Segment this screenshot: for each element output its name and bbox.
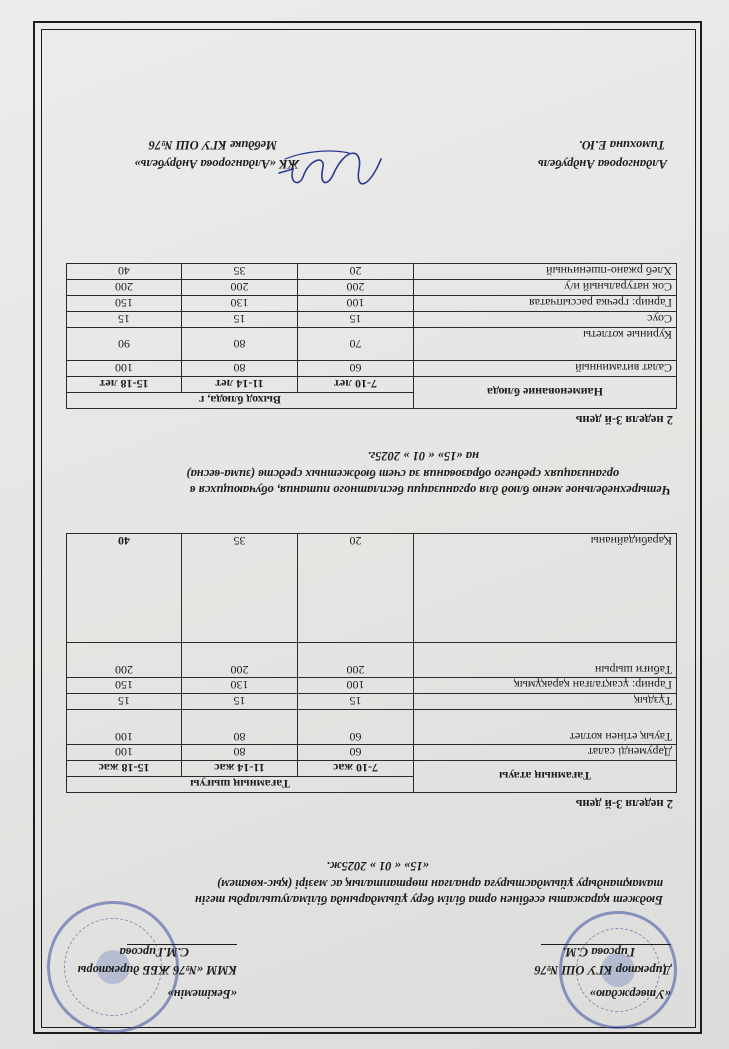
kz-age-15-18: 15-18 жас: [67, 761, 182, 777]
ru-week-day: 2 неделя 3-й день: [575, 413, 673, 427]
ru-header-row: [67, 393, 677, 409]
signature-right-line1: Алдангорова Андрубель: [537, 157, 667, 171]
dish-name: Табиғи шырын: [414, 643, 677, 678]
table-row: [67, 710, 677, 745]
ru-menu-title-line2: организациях среднего образования за счет бюджетных средств (зима-весна): [186, 467, 619, 481]
table-row: [67, 264, 677, 280]
portion-7-10: 200: [298, 643, 414, 678]
portion-15-18: 15: [67, 312, 182, 328]
portion-15-18: 90: [67, 328, 182, 361]
portion-11-14: 35: [182, 264, 298, 280]
ru-menu-title-line1: Четырехнедельное меню блюд для организации бесплатного питания, обучающихся в: [189, 483, 671, 497]
portion-11-14: 15: [182, 312, 298, 328]
table-row: [67, 280, 677, 296]
approval-ru-header: «Утверждаю»: [589, 987, 671, 1001]
dish-name: Сок натуральный и/у: [414, 280, 677, 296]
ru-col-dish-header: Наименование блюда: [414, 377, 677, 409]
approval-ru-line1: Директор КГУ ОШ №76: [534, 963, 671, 977]
kz-header-row: [67, 777, 677, 793]
portion-7-10: 60: [298, 710, 414, 745]
approval-ru-line2: Гирсова С.М.: [562, 945, 635, 959]
portion-7-10: 20: [298, 534, 414, 643]
portion-11-14: 80: [182, 745, 298, 761]
approval-kz-line2: С.М.Гирсова: [119, 945, 189, 959]
signature-left-line1: ЖК «Алдангорова Андрубель»: [134, 157, 299, 171]
kz-age-11-14: 11-14 жас: [182, 761, 298, 777]
dish-name: Дәрумендi салат: [414, 745, 677, 761]
portion-11-14: 80: [182, 328, 298, 361]
kz-menu-title-line1: Бюджет қаражаты есебінен орта білім беру ұйымдарында білімалушыларды тегін: [194, 893, 663, 907]
portion-11-14: 130: [182, 678, 298, 694]
dish-name: Тұздық: [414, 694, 677, 710]
portion-15-18: 150: [67, 296, 182, 312]
portion-15-18: 100: [67, 710, 182, 745]
table-row: [67, 745, 677, 761]
portion-11-14: 80: [182, 361, 298, 377]
kz-menu-table: [66, 533, 677, 793]
portion-11-14: 15: [182, 694, 298, 710]
portion-15-18: 200: [67, 280, 182, 296]
portion-11-14: 35: [182, 534, 298, 643]
ru-age-15-18: 15-18 лет: [67, 377, 182, 393]
portion-11-14: 130: [182, 296, 298, 312]
portion-7-10: 60: [298, 361, 414, 377]
dish-name: Гарнир: ұсақталған қарақұмық: [414, 678, 677, 694]
portion-15-18: 150: [67, 678, 182, 694]
dish-name: Салат витаминный: [414, 361, 677, 377]
kz-menu-title-line2: тамақтандыру ұйымдастыруға арналған төртапталық ас мәзірі (қыс-көктем): [216, 877, 663, 891]
portion-7-10: 20: [298, 264, 414, 280]
portion-15-18: 100: [67, 361, 182, 377]
portion-7-10: 15: [298, 312, 414, 328]
table-row: [67, 312, 677, 328]
table-row: [67, 328, 677, 361]
portion-7-10: 100: [298, 296, 414, 312]
ru-age-11-14: 11-14 лет: [182, 377, 298, 393]
kz-col-dish-header: Тағамның атауы: [414, 761, 677, 793]
ru-menu-date: на «15» « 01 » 2025г.: [367, 449, 479, 463]
dish-name: Гарнир: гречка рассыпчатая: [414, 296, 677, 312]
portion-7-10: 15: [298, 694, 414, 710]
table-row: [67, 643, 677, 678]
kz-menu-date: «15» « 01 » 2025ж.: [326, 859, 429, 873]
table-row: [67, 678, 677, 694]
table-row: [67, 534, 677, 643]
portion-7-10: 70: [298, 328, 414, 361]
table-row: [67, 694, 677, 710]
kz-week-day: 2 неделя 3-й день: [575, 797, 673, 811]
dish-name: Куриные котлеты: [414, 328, 677, 361]
ru-menu-table: [66, 263, 677, 409]
dish-name: Соус: [414, 312, 677, 328]
handwritten-signature: [269, 139, 389, 199]
kz-age-7-10: 7-10 жас: [298, 761, 414, 777]
portion-7-10: 100: [298, 678, 414, 694]
dish-name: Қарабидайнаны: [414, 534, 677, 643]
signature-left-line2: Мебдике КГУ ОШ №76: [148, 138, 277, 152]
dish-name: Хлеб ржано-пшеничный: [414, 264, 677, 280]
portion-15-18: 40: [67, 264, 182, 280]
approval-kz-header: «Бекітемін»: [167, 987, 237, 1001]
dish-name: Тауық етінен котлет: [414, 710, 677, 745]
signature-right-line2: Тимохина Е.Ю.: [578, 138, 665, 152]
portion-15-18: 100: [67, 745, 182, 761]
portion-15-18: 200: [67, 643, 182, 678]
approval-kz-line1: КММ «№76 ЖББ директоры: [77, 963, 237, 977]
portion-15-18: 15: [67, 694, 182, 710]
table-row: [67, 296, 677, 312]
kz-col-output-header: Тағамның шығуы: [67, 777, 414, 793]
portion-7-10: 200: [298, 280, 414, 296]
portion-11-14: 200: [182, 280, 298, 296]
portion-15-18: 40: [67, 534, 182, 643]
ru-age-7-10: 7-10 лет: [298, 377, 414, 393]
portion-7-10: 60: [298, 745, 414, 761]
portion-11-14: 200: [182, 643, 298, 678]
portion-11-14: 80: [182, 710, 298, 745]
ru-col-output-header: Выход блюда, г: [67, 393, 414, 409]
table-row: [67, 361, 677, 377]
